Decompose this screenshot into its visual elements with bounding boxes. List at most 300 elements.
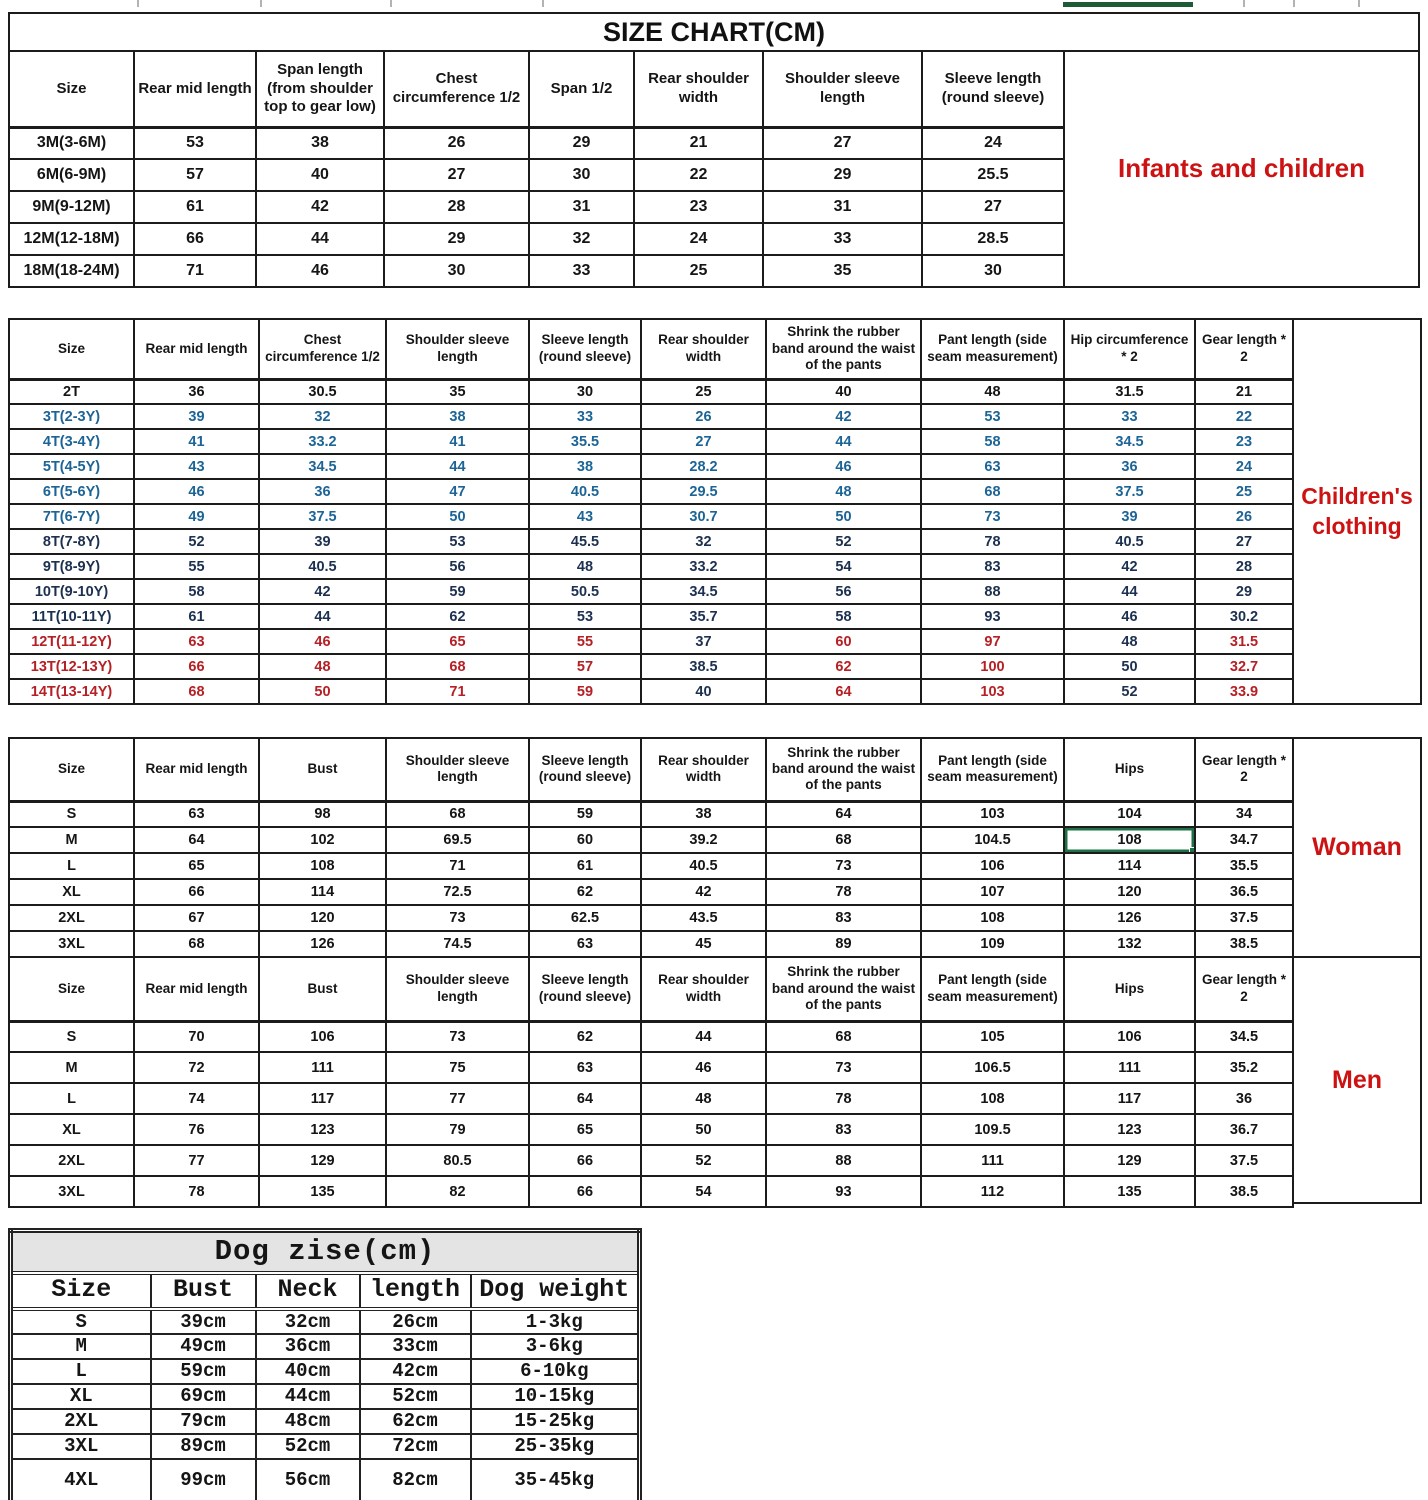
size-value-cell: 25 [634,255,763,287]
size-chart-title: SIZE CHART(CM) [8,12,1420,50]
size-value-cell: 35 [386,379,529,404]
row-size-label: 18M(18-24M) [9,255,134,287]
size-row [9,1021,1293,1052]
size-value-cell: 53 [386,529,529,554]
size-value-cell: 117 [1064,1083,1195,1114]
size-value-cell: 72 [134,1052,259,1083]
size-value-cell: 43 [529,504,641,529]
size-value-cell: 40 [766,379,921,404]
size-value-cell: 41 [386,429,529,454]
size-value-cell: 75 [386,1052,529,1083]
size-value-cell: 61 [134,191,256,223]
women-table [8,737,1294,958]
size-value-cell: 111 [259,1052,386,1083]
size-value-cell: 42cm [360,1359,471,1384]
size-value-cell: 42 [766,404,921,429]
column-header: Rear shoulder width [641,319,766,379]
size-value-cell: 93 [921,604,1064,629]
size-value-cell: 65 [386,629,529,654]
size-row [11,1459,640,1500]
size-value-cell: 26 [641,404,766,429]
column-header: Chest circumference 1/2 [384,51,529,127]
size-value-cell: 78 [921,529,1064,554]
size-row [9,853,1293,879]
row-size-label: 12T(11-12Y) [9,629,134,654]
size-value-cell: 60 [529,827,641,853]
size-value-cell: 68 [134,931,259,957]
size-value-cell: 34.5 [259,454,386,479]
size-value-cell: 36 [134,379,259,404]
row-size-label: 11T(10-11Y) [9,604,134,629]
size-value-cell: 28.5 [922,223,1064,255]
size-value-cell: 106 [259,1021,386,1052]
size-value-cell: 33.2 [259,429,386,454]
size-value-cell: 28 [1195,554,1293,579]
size-value-cell: 72.5 [386,879,529,905]
header-row [9,319,1293,379]
column-header: Hip circumference * 2 [1064,319,1195,379]
size-value-cell: 26 [384,127,529,159]
size-value-cell: 44cm [256,1384,360,1409]
size-value-cell: 65 [134,853,259,879]
size-value-cell: 44 [641,1021,766,1052]
size-value-cell: 68 [134,679,259,704]
row-size-label: 2XL [9,1145,134,1176]
size-value-cell: 29 [384,223,529,255]
column-header: Neck [256,1273,360,1309]
size-value-cell: 58 [134,579,259,604]
size-value-cell: 15-25kg [471,1409,640,1434]
size-row [11,1359,640,1384]
gridline-tick [1293,0,1295,7]
size-value-cell: 73 [766,853,921,879]
size-value-cell: 28 [384,191,529,223]
size-row [9,827,1293,853]
men-group-label: Men [1294,956,1422,1204]
size-value-cell: 44 [1064,579,1195,604]
size-value-cell: 30.2 [1195,604,1293,629]
gridline-tick [260,0,262,7]
size-value-cell: 82cm [360,1459,471,1500]
size-value-cell: 102 [259,827,386,853]
dog-table [8,1228,642,1500]
size-value-cell: 73 [921,504,1064,529]
column-header: Dog weight [471,1273,640,1309]
row-size-label: 3M(3-6M) [9,127,134,159]
size-value-cell: 29 [1195,579,1293,604]
size-value-cell: 62 [529,879,641,905]
size-value-cell: 61 [529,853,641,879]
size-value-cell: 36.5 [1195,879,1293,905]
size-value-cell: 41 [134,429,259,454]
size-value-cell: 83 [766,1114,921,1145]
size-value-cell: 71 [386,679,529,704]
size-value-cell: 71 [386,853,529,879]
children-table [8,318,1294,705]
row-size-label: XL [9,879,134,905]
size-value-cell: 55 [529,629,641,654]
size-value-cell: 52 [134,529,259,554]
size-value-cell: 49cm [151,1334,256,1359]
size-value-cell: 46 [256,255,384,287]
size-value-cell: 56 [766,579,921,604]
size-value-cell: 103 [921,679,1064,704]
size-value-cell: 83 [766,905,921,931]
size-value-cell: 38.5 [641,654,766,679]
column-header: Shoulder sleeve length [386,319,529,379]
size-row [11,1309,640,1334]
dog-section [8,1228,642,1500]
size-value-cell: 32cm [256,1309,360,1334]
row-size-label: XL [11,1384,151,1409]
row-size-label: 3XL [9,1176,134,1207]
header-row [9,957,1293,1021]
size-value-cell: 108 [259,853,386,879]
size-value-cell: 73 [766,1052,921,1083]
row-size-label: 2T [9,379,134,404]
size-value-cell: 24 [1195,454,1293,479]
column-header: Gear length * 2 [1195,738,1293,801]
size-value-cell: 93 [766,1176,921,1207]
size-value-cell: 114 [259,879,386,905]
size-value-cell: 48 [1064,629,1195,654]
size-value-cell: 68 [766,827,921,853]
row-size-label: 3T(2-3Y) [9,404,134,429]
size-value-cell: 69cm [151,1384,256,1409]
row-size-label: 8T(7-8Y) [9,529,134,554]
size-value-cell: 109 [921,931,1064,957]
size-value-cell: 108 [921,905,1064,931]
size-row [9,454,1293,479]
size-value-cell: 117 [259,1083,386,1114]
column-header: Pant length (side seam measurement) [921,319,1064,379]
size-value-cell: 29 [529,127,634,159]
size-value-cell: 36cm [256,1334,360,1359]
size-value-cell: 40.5 [529,479,641,504]
size-row [9,604,1293,629]
size-row [9,479,1293,504]
size-value-cell: 48cm [256,1409,360,1434]
size-value-cell: 55 [134,554,259,579]
row-size-label: 2XL [9,905,134,931]
size-value-cell: 32.7 [1195,654,1293,679]
column-header: Rear shoulder width [641,738,766,801]
size-value-cell: 66 [134,654,259,679]
row-size-label: 6M(6-9M) [9,159,134,191]
row-size-label: 6T(5-6Y) [9,479,134,504]
row-size-label: M [11,1334,151,1359]
size-value-cell: 52 [641,1145,766,1176]
size-value-cell: 79 [386,1114,529,1145]
size-value-cell: 63 [529,931,641,957]
size-value-cell: 111 [921,1145,1064,1176]
size-row [11,1334,640,1359]
row-size-label: 2XL [11,1409,151,1434]
size-value-cell: 27 [641,429,766,454]
size-value-cell: 67 [134,905,259,931]
size-value-cell: 36 [259,479,386,504]
gridline-tick [1358,0,1360,7]
size-value-cell: 46 [641,1052,766,1083]
size-value-cell: 104.5 [921,827,1064,853]
size-row [9,931,1293,957]
gridline-tick [390,0,392,7]
size-value-cell: 50 [386,504,529,529]
size-value-cell: 61 [134,604,259,629]
size-value-cell: 58 [766,604,921,629]
size-value-cell: 63 [134,801,259,827]
size-value-cell: 66 [529,1145,641,1176]
size-value-cell: 114 [1064,853,1195,879]
size-value-cell: 30 [529,159,634,191]
size-value-cell: 46 [766,454,921,479]
size-value-cell: 88 [921,579,1064,604]
size-value-cell: 33 [763,223,922,255]
size-value-cell: 126 [1064,905,1195,931]
column-header: Rear shoulder width [641,957,766,1021]
size-value-cell: 22 [1195,404,1293,429]
size-value-cell: 73 [386,905,529,931]
size-value-cell: 33 [529,255,634,287]
size-value-cell: 99cm [151,1459,256,1500]
size-value-cell: 43 [134,454,259,479]
size-value-cell: 21 [634,127,763,159]
size-value-cell: 42 [1064,554,1195,579]
size-value-cell: 78 [766,879,921,905]
size-value-cell: 31 [763,191,922,223]
size-value-cell: 50 [259,679,386,704]
size-value-cell: 32 [259,404,386,429]
size-value-cell: 80.5 [386,1145,529,1176]
size-row [9,1145,1293,1176]
column-header: Sleeve length (round sleeve) [529,738,641,801]
size-value-cell: 48 [766,479,921,504]
size-value-cell: 45.5 [529,529,641,554]
size-value-cell: 106 [1064,1021,1195,1052]
size-value-cell: 31.5 [1195,629,1293,654]
size-value-cell: 53 [134,127,256,159]
size-value-cell: 111 [1064,1052,1195,1083]
size-value-cell: 37.5 [259,504,386,529]
men-table [8,956,1294,1208]
size-value-cell: 62 [766,654,921,679]
size-value-cell: 120 [1064,879,1195,905]
size-value-cell: 30.5 [259,379,386,404]
row-size-label: 5T(4-5Y) [9,454,134,479]
size-value-cell: 3-6kg [471,1334,640,1359]
column-header: Gear length * 2 [1195,957,1293,1021]
size-value-cell: 68 [386,654,529,679]
size-value-cell: 29 [763,159,922,191]
adults-section [8,737,1422,1208]
size-value-cell: 89 [766,931,921,957]
size-value-cell: 59 [529,679,641,704]
gridline-tick [542,0,544,7]
column-header: Size [9,957,134,1021]
size-value-cell: 129 [259,1145,386,1176]
size-value-cell: 35.5 [1195,853,1293,879]
size-value-cell: 45 [641,931,766,957]
row-size-label: M [9,827,134,853]
size-value-cell: 63 [134,629,259,654]
row-size-label: XL [9,1114,134,1145]
size-value-cell: 25 [1195,479,1293,504]
size-value-cell: 76 [134,1114,259,1145]
row-size-label: 4XL [11,1459,151,1500]
size-value-cell: 104 [1064,801,1195,827]
size-row [9,879,1293,905]
row-size-label: 9T(8-9Y) [9,554,134,579]
size-value-cell: 39 [259,529,386,554]
size-value-cell: 33.2 [641,554,766,579]
size-row [9,905,1293,931]
infants-section [8,12,1420,288]
size-value-cell: 34.7 [1195,827,1293,853]
size-value-cell: 77 [386,1083,529,1114]
row-size-label: L [9,853,134,879]
size-row [9,554,1293,579]
size-value-cell: 70 [134,1021,259,1052]
size-value-cell: 54 [766,554,921,579]
column-header: Bust [151,1273,256,1309]
size-value-cell: 100 [921,654,1064,679]
size-value-cell: 27 [1195,529,1293,554]
size-value-cell: 59 [529,801,641,827]
infants-group-label: Infants and children [1065,50,1420,288]
size-value-cell: 68 [921,479,1064,504]
column-header: Size [11,1273,151,1309]
size-value-cell: 106.5 [921,1052,1064,1083]
size-value-cell: 30 [384,255,529,287]
size-value-cell: 66 [529,1176,641,1207]
size-value-cell: 74 [134,1083,259,1114]
size-value-cell: 52cm [360,1384,471,1409]
size-value-cell: 50 [641,1114,766,1145]
size-row [9,504,1293,529]
size-value-cell: 38 [256,127,384,159]
column-header: Pant length (side seam measurement) [921,738,1064,801]
children-section [8,318,1422,705]
header-row [11,1273,640,1309]
size-value-cell: 10-15kg [471,1384,640,1409]
size-value-cell: 35-45kg [471,1459,640,1500]
size-value-cell: 64 [134,827,259,853]
size-row [9,629,1293,654]
size-value-cell: 108 [921,1083,1064,1114]
size-value-cell: 37.5 [1195,905,1293,931]
size-value-cell: 97 [921,629,1064,654]
size-value-cell: 35 [763,255,922,287]
column-header: length [360,1273,471,1309]
column-header: Rear mid length [134,738,259,801]
size-value-cell: 22 [634,159,763,191]
size-row [9,379,1293,404]
size-value-cell: 59cm [151,1359,256,1384]
header-row [9,738,1293,801]
selected-column-indicator [1063,2,1193,7]
column-header: Size [9,319,134,379]
size-value-cell: 40.5 [1064,529,1195,554]
row-size-label: S [11,1309,151,1334]
size-value-cell: 32 [641,529,766,554]
size-value-cell: 68 [766,1021,921,1052]
size-value-cell: 33 [1064,404,1195,429]
header-row [9,51,1064,127]
size-value-cell: 37.5 [1064,479,1195,504]
size-value-cell: 38 [386,404,529,429]
size-value-cell: 40cm [256,1359,360,1384]
size-value-cell: 59 [386,579,529,604]
size-value-cell: 74.5 [386,931,529,957]
size-value-cell: 40 [641,679,766,704]
size-value-cell: 25.5 [922,159,1064,191]
size-value-cell: 26cm [360,1309,471,1334]
column-header: Rear shoulder width [634,51,763,127]
size-value-cell: 40.5 [259,554,386,579]
infants-table [8,50,1065,288]
size-row [9,579,1293,604]
size-value-cell: 123 [259,1114,386,1145]
size-value-cell: 53 [529,604,641,629]
size-value-cell: 66 [134,223,256,255]
size-value-cell: 34.5 [641,579,766,604]
size-value-cell: 78 [134,1176,259,1207]
size-value-cell: 25 [641,379,766,404]
size-value-cell: 38.5 [1195,931,1293,957]
column-header: Shrink the rubber band around the waist of the pants [766,957,921,1021]
column-header: Sleeve length (round sleeve) [529,319,641,379]
dog-table-title: Dog zise(cm) [11,1231,640,1273]
size-value-cell: 36.7 [1195,1114,1293,1145]
size-row [11,1384,640,1409]
size-value-cell: 36 [1195,1083,1293,1114]
children-group-label: Children's clothing [1294,318,1422,705]
row-size-label: 4T(3-4Y) [9,429,134,454]
row-size-label: 3XL [11,1434,151,1459]
size-value-cell: 23 [1195,429,1293,454]
size-value-cell: 44 [386,454,529,479]
row-size-label: M [9,1052,134,1083]
size-value-cell: 34.5 [1064,429,1195,454]
size-row [9,404,1293,429]
row-size-label: 9M(9-12M) [9,191,134,223]
size-row [9,127,1064,159]
size-row [9,1114,1293,1145]
size-row [9,191,1064,223]
size-value-cell: 25-35kg [471,1434,640,1459]
column-header: Shrink the rubber band around the waist of the pants [766,738,921,801]
size-value-cell: 107 [921,879,1064,905]
size-value-cell: 39cm [151,1309,256,1334]
size-row [9,255,1064,287]
size-value-cell: 64 [529,1083,641,1114]
size-value-cell: 49 [134,504,259,529]
size-value-cell: 24 [634,223,763,255]
size-value-cell: 106 [921,853,1064,879]
size-value-cell: 73 [386,1021,529,1052]
size-row [9,429,1293,454]
size-value-cell: 39 [1064,504,1195,529]
size-value-cell: 38.5 [1195,1176,1293,1207]
size-value-cell: 105 [921,1021,1064,1052]
size-value-cell: 109.5 [921,1114,1064,1145]
column-header: Shoulder sleeve length [386,957,529,1021]
size-value-cell: 50.5 [529,579,641,604]
size-value-cell: 66 [134,879,259,905]
column-header: Sleeve length (round sleeve) [529,957,641,1021]
size-value-cell: 28.2 [641,454,766,479]
size-value-cell: 35.5 [529,429,641,454]
